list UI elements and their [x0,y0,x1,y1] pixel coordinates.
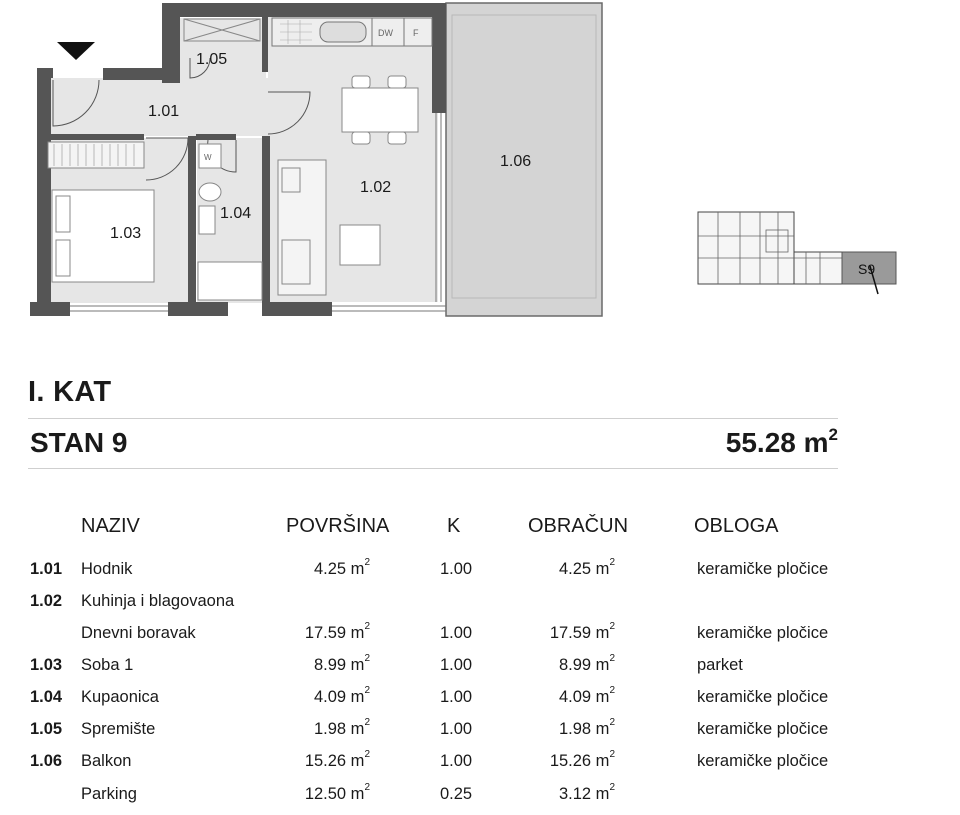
table-row [0,749,960,782]
room-number: 1.02 [30,592,63,610]
room-number: 1.03 [30,656,63,674]
col-header-calc: OBRAČUN [528,515,629,537]
room-name: Parking [81,785,137,803]
fridge-label: F [413,28,419,38]
room-number: 1.04 [30,688,63,706]
room-label-1-03: 1.03 [110,225,142,242]
col-header-area: POVRŠINA [286,515,390,537]
room-coefficient: 1.00 [440,656,473,674]
room-name: Kuhinja i blagovaona [81,592,235,610]
room-finish: keramičke pločice [697,688,829,706]
table-row [0,557,960,590]
divider [28,468,838,469]
room-label-1-05: 1.05 [196,51,228,68]
room-area: 1.98 $m^2$ [313,717,370,738]
room-coefficient: 1.00 [440,720,473,738]
room-area: 8.99 $m^2$ [313,653,370,674]
room-coefficient: 1.00 [440,752,473,770]
keyplan-unit-label: S9 [858,261,876,277]
floor-title: I. KAT [28,376,112,408]
room-finish: keramičke pločice [697,560,829,578]
room-name: Soba 1 [81,656,134,674]
room-coefficient: 1.00 [440,688,473,706]
col-header-name: NAZIV [81,515,140,537]
room-calculated-area: 3.12 $m^2$ [558,782,615,803]
room-label-1-04: 1.04 [220,205,252,222]
room-label-1-01: 1.01 [148,103,180,120]
room-label-1-06: 1.06 [500,153,532,170]
room-name: Balkon [81,752,132,770]
room-label-1-02: 1.02 [360,179,392,196]
room-coefficient: 0.25 [440,785,473,803]
room-finish: keramičke pločice [697,720,829,738]
room-area: 4.09 $m^2$ [313,685,370,706]
unit-title: STAN 9 [30,427,128,458]
room-calculated-area: 4.25 $m^2$ [558,557,615,578]
room-name: Hodnik [81,560,133,578]
room-calculated-area: 17.59 $m^2$ [549,621,615,642]
room-area: 17.59 $m^2$ [304,621,370,642]
col-header-k: K [447,515,461,537]
room-finish: keramičke pločice [697,624,829,642]
room-area: 4.25 $m^2$ [313,557,370,578]
unit-total-area: 55.28 $m^2$ [725,425,838,458]
table-row [0,685,960,718]
dishwasher-label: DW [378,28,393,38]
room-calculated-area: 4.09 $m^2$ [558,685,615,706]
room-name: Dnevni boravak [81,624,196,642]
room-coefficient: 1.00 [440,624,473,642]
room-calculated-area: 15.26 $m^2$ [549,749,615,770]
room-number: 1.05 [30,720,63,738]
room-finish: keramičke pločice [697,752,829,770]
room-calculated-area: 8.99 $m^2$ [558,653,615,674]
room-finish: parket [697,656,743,674]
washer-label: W [204,153,212,162]
table-row [0,592,960,622]
room-coefficient: 1.00 [440,560,473,578]
table-row [0,717,960,750]
key-plan [0,0,960,330]
room-area: 15.26 $m^2$ [304,749,370,770]
room-name: Spremište [81,720,156,738]
table-row [0,621,960,654]
room-calculated-area: 1.98 $m^2$ [558,717,615,738]
room-area: 12.50 $m^2$ [304,782,370,803]
room-number: 1.01 [30,560,63,578]
room-number: 1.06 [30,752,63,770]
table-row [0,653,960,686]
room-name: Kupaonica [81,688,159,706]
divider [28,418,838,419]
col-header-finish: OBLOGA [694,515,779,537]
